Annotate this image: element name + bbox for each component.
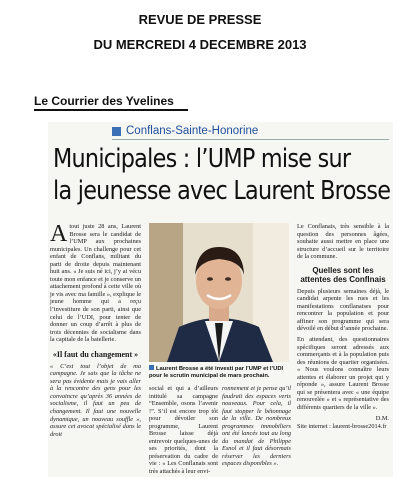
lead-paragraph: tout juste 28 ans, Laurent Brosse sera le candidat de l’UMP aux prochaines municipales. Un challenge pour cet enfant de Conflans, militant du parti de droite depuis maintenant huit ans. « Je suis né ici, j’y ai vécu toute mon enfance et je conserve un attachement profond à cette ville où je vis avec ma famille », explique le jeune homme qui a reçu l’investiture de son parti, ainsi que celui de l’UDI, pour tenter de donner un coup d’arrêt à plus de trois décennies de socialisme dans la capitale de la batellerie. [50,223,141,344]
article-rubric [112,124,258,138]
left-quote-paragraph: « C’est tout l’objet de ma campagne. Je sais que la tâche ne sera pas évidente mais je vais aller à la rencontre des gens pour les convaincre qu’après 36 années de socialisme, il faut un peu de changement. Il faut une nouvelle dynamique, un nouveau souffle », assure cet avocat spécialisé dans le droit [50,362,141,438]
right-subhead: Quelles sont les attentes des Conflnais [300,265,386,284]
left-subhead: «Il faut du changement » [52,349,139,359]
press-review-date: DU MERCREDI 4 DECEMBRE 2013 [93,37,307,52]
article-clipping [48,122,393,477]
right-paragraph-1: Le Conflanais, très sensible à la question des personnes âgées, souhaite aussi mettre en place une structure d’accueil sur le territoire de la commune. [297,223,389,261]
middle-paragraph-2: ronnement et je pense qu’il faudrait des espaces verts nouveaux. Pour cela, il faut stopper le bétonnage de la ville. De nombreux programmes immobiliers ont été lancés tout au long du mandat de Philippe Esnol et il faut désormais réserver les derniers espaces disponibles ». [222,385,291,468]
left-column [50,223,141,441]
headline-line-2: la jeunesse avec Laurent Brosse [53,175,391,206]
right-column [297,223,389,431]
dropcap: A [50,221,68,247]
website-link[interactable]: Site internet : laurent-brosse2014.fr [297,423,387,431]
author-signature: D.M. [375,415,389,423]
press-review-title: REVUE DE PRESSE [138,12,262,27]
newspaper-name: Le Courrier des Yvelines [34,94,174,108]
caption-square-icon [149,365,154,370]
rubric-label: Conflans-Sainte-Honorine [126,125,259,137]
caption-text: Laurent Brosse a été investi par l’UMP et l’UDI pour le scrutin municipal de mars prochain. [149,366,284,379]
rubric-square-icon [112,127,121,136]
portrait-illustration [149,223,289,362]
newspaper-underline [34,109,188,111]
headline-line-1: Municipales : l’UMP mise sur [53,143,351,174]
candidate-photo [149,223,289,362]
middle-column-1 [149,385,218,479]
photo-caption [149,365,291,380]
right-paragraph-3: En attendant, des questionnaires spécifiques seront adressés aux commerçants et à la population puis des réunions de quartier organisées. « Nous voulons connaître leurs attentes et élaborer un projet qui y réponde », assure Laurent Brosse qui se présentera avec « une équipe renouvelée » et « représentative des différents quartiers de la ville ». [297,336,389,411]
middle-paragraph-1: social et qui a d’ailleurs intitulé sa campagne “Ensemble, osons l’avenir !”. S’il est encore trop tôt pour dévoiler son programme, Laurent Brosse laisse déjà entrevoir quelques-unes de ses priorités, dont la préservation du cadre de vie : « Les Conflanais sont très attachés à leur envi- [149,385,218,476]
right-paragraph-2: Depuis plusieurs semaines déjà, le candidat arpente les rues et les manifestations conflanaises pour rencontrer la population et pour affiner son programme qui sera dévoilé en début d’année prochaine. [297,287,389,333]
rubric-divider [112,139,389,140]
middle-column-2 [222,385,291,471]
